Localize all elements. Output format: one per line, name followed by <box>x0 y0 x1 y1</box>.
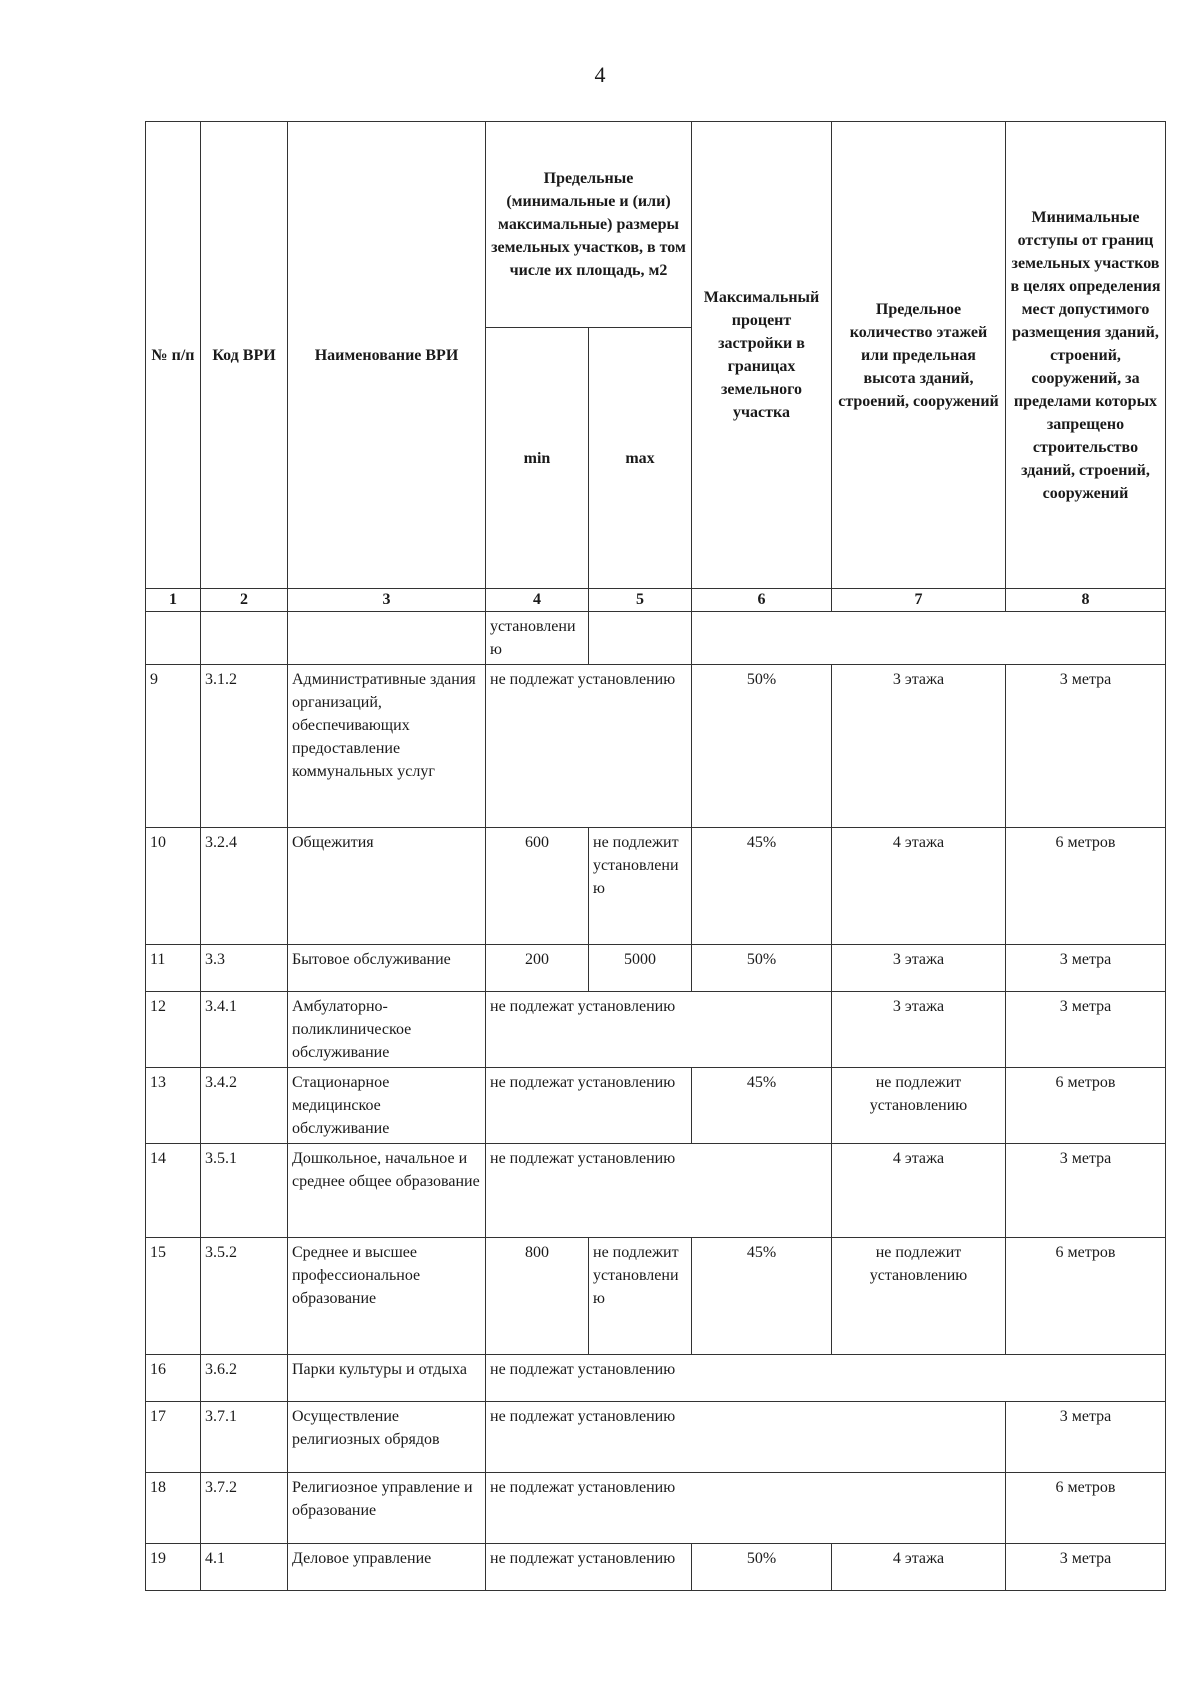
table-row <box>146 992 1166 1068</box>
column-number: 7 <box>832 589 1006 612</box>
row-floors: 3 этажа <box>832 945 1006 992</box>
row-code: 3.3 <box>201 945 288 992</box>
row-sizes: не подлежат установлению <box>486 665 692 828</box>
header-sizes: Предельные (минимальные и (или) максимальные) размеры земельных участков, в том числе их площадь, м2 <box>486 122 692 328</box>
table-row <box>146 1144 1166 1238</box>
table-row <box>146 1068 1166 1144</box>
row-code: 3.1.2 <box>201 665 288 828</box>
row-percent: 45% <box>692 1068 832 1144</box>
row-floors: 4 этажа <box>832 1144 1006 1238</box>
row-setback: 3 метра <box>1006 665 1166 828</box>
row-code: 3.7.1 <box>201 1402 288 1473</box>
continuation-row <box>146 612 1166 665</box>
header-max: max <box>589 328 692 589</box>
column-number: 6 <box>692 589 832 612</box>
row-code: 3.4.1 <box>201 992 288 1068</box>
row-sizes-percent: не подлежат установлению <box>486 992 832 1068</box>
row-setback: 6 метров <box>1006 1238 1166 1355</box>
row-name: Осуществление религиозных обрядов <box>288 1402 486 1473</box>
header-min: min <box>486 328 589 589</box>
row-sizes-floors: не подлежат установлению <box>486 1473 1006 1544</box>
row-num: 19 <box>146 1544 201 1591</box>
row-sizes: не подлежат установлению <box>486 1068 692 1144</box>
row-code: 3.7.2 <box>201 1473 288 1544</box>
row-name: Религиозное управление и образование <box>288 1473 486 1544</box>
page-number: 4 <box>594 62 606 87</box>
column-number: 1 <box>146 589 201 612</box>
row-floors: не подлежит установлению <box>832 1238 1006 1355</box>
header-setbacks: Минимальные отступы от границ земельных участков в целях определения мест допустимого размещения зданий, строений, сооружений, за пределами которых запрещено строительство зданий, строений, сооружений <box>1006 122 1166 589</box>
header-max-percent: Максимальный процент застройки в границах земельного участка <box>692 122 832 589</box>
row-all: не подлежат установлению <box>486 1355 1166 1402</box>
row-min: 600 <box>486 828 589 945</box>
table-row <box>146 1544 1166 1591</box>
row-floors: 4 этажа <box>832 828 1006 945</box>
row-percent: 50% <box>692 945 832 992</box>
row-name: Административные здания организаций, обеспечивающих предоставление коммунальных услуг <box>288 665 486 828</box>
table-row <box>146 828 1166 945</box>
row-max: не подлежит установлению <box>589 828 692 945</box>
row-num: 12 <box>146 992 201 1068</box>
header-row <box>146 122 1166 328</box>
row-setback: 3 метра <box>1006 992 1166 1068</box>
row-num: 10 <box>146 828 201 945</box>
table-row <box>146 665 1166 828</box>
column-number: 4 <box>486 589 589 612</box>
row-name: Среднее и высшее профессиональное образование <box>288 1238 486 1355</box>
row-name: Амбулаторно-поликлиническое обслуживание <box>288 992 486 1068</box>
table-row <box>146 945 1166 992</box>
table-row <box>146 1402 1166 1473</box>
row-name: Стационарное медицинское обслуживание <box>288 1068 486 1144</box>
header-code: Код ВРИ <box>201 122 288 589</box>
header-name: Наименование ВРИ <box>288 122 486 589</box>
zoning-table <box>145 121 1166 1591</box>
row-code: 3.4.2 <box>201 1068 288 1144</box>
row-code: 3.2.4 <box>201 828 288 945</box>
header-floors: Предельное количество этажей или предельная высота зданий, строений, сооружений <box>832 122 1006 589</box>
row-percent: 50% <box>692 1544 832 1591</box>
row-code: 3.5.1 <box>201 1144 288 1238</box>
row-setback: 3 метра <box>1006 1402 1166 1473</box>
row-num: 16 <box>146 1355 201 1402</box>
column-number: 8 <box>1006 589 1166 612</box>
row-name: Дошкольное, начальное и среднее общее образование <box>288 1144 486 1238</box>
column-number: 3 <box>288 589 486 612</box>
row-setback: 3 метра <box>1006 945 1166 992</box>
row-name: Деловое управление <box>288 1544 486 1591</box>
table-row <box>146 1355 1166 1402</box>
continuation-min: установлению <box>486 612 589 665</box>
row-sizes: не подлежат установлению <box>486 1544 692 1591</box>
row-percent: 50% <box>692 665 832 828</box>
row-max: 5000 <box>589 945 692 992</box>
row-percent: 45% <box>692 1238 832 1355</box>
column-number: 5 <box>589 589 692 612</box>
row-name: Парки культуры и отдыха <box>288 1355 486 1402</box>
row-setback: 6 метров <box>1006 1473 1166 1544</box>
row-setback: 6 метров <box>1006 828 1166 945</box>
row-code: 3.6.2 <box>201 1355 288 1402</box>
table-row <box>146 1238 1166 1355</box>
row-name: Общежития <box>288 828 486 945</box>
row-floors: не подлежит установлению <box>832 1068 1006 1144</box>
table-row <box>146 1473 1166 1544</box>
row-num: 9 <box>146 665 201 828</box>
header-num: № п/п <box>146 122 201 589</box>
row-setback: 3 метра <box>1006 1544 1166 1591</box>
row-sizes-percent: не подлежат установлению <box>486 1144 832 1238</box>
row-code: 4.1 <box>201 1544 288 1591</box>
row-max: не подлежит установлению <box>589 1238 692 1355</box>
row-name: Бытовое обслуживание <box>288 945 486 992</box>
row-num: 14 <box>146 1144 201 1238</box>
row-sizes-floors: не подлежат установлению <box>486 1402 1006 1473</box>
row-floors: 3 этажа <box>832 665 1006 828</box>
row-setback: 3 метра <box>1006 1144 1166 1238</box>
row-num: 13 <box>146 1068 201 1144</box>
row-min: 800 <box>486 1238 589 1355</box>
row-num: 11 <box>146 945 201 992</box>
row-code: 3.5.2 <box>201 1238 288 1355</box>
row-floors: 4 этажа <box>832 1544 1006 1591</box>
row-percent: 45% <box>692 828 832 945</box>
row-num: 15 <box>146 1238 201 1355</box>
row-setback: 6 метров <box>1006 1068 1166 1144</box>
column-number-row <box>146 589 1166 612</box>
row-min: 200 <box>486 945 589 992</box>
row-num: 18 <box>146 1473 201 1544</box>
row-num: 17 <box>146 1402 201 1473</box>
column-number: 2 <box>201 589 288 612</box>
row-floors: 3 этажа <box>832 992 1006 1068</box>
